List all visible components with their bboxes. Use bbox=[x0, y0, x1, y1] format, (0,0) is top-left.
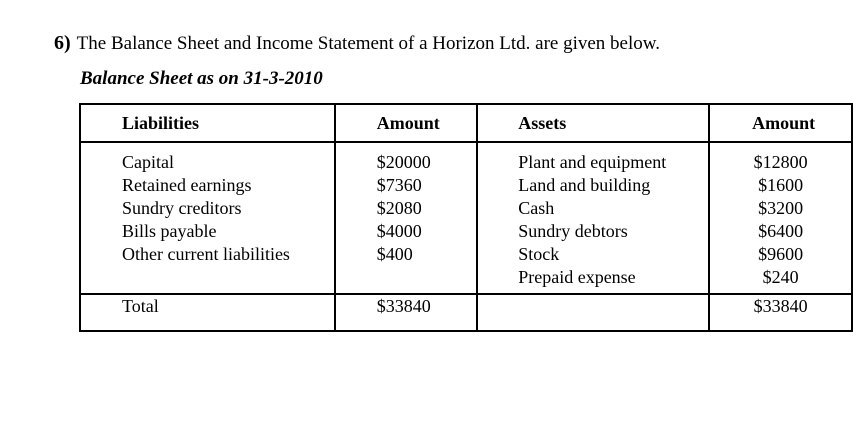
asset-amount: $12800 bbox=[753, 152, 808, 172]
asset-name: Stock bbox=[518, 244, 560, 264]
balance-sheet-table bbox=[79, 103, 853, 332]
header-assets-amount: Amount bbox=[709, 104, 852, 142]
liability-name: Other current liabilities bbox=[122, 244, 290, 264]
liability-name: Capital bbox=[122, 152, 174, 172]
header-assets: Assets bbox=[477, 104, 709, 142]
asset-name: Prepaid expense bbox=[518, 267, 636, 287]
asset-name: Plant and equipment bbox=[518, 152, 667, 172]
table-header-row bbox=[80, 104, 852, 142]
assets-names-cell bbox=[477, 142, 709, 294]
asset-name: Sundry debtors bbox=[518, 221, 628, 241]
asset-amount: $1600 bbox=[758, 175, 804, 195]
liability-name: Retained earnings bbox=[122, 175, 252, 195]
liabilities-amounts-cell bbox=[335, 142, 477, 294]
balance-sheet-heading: Balance Sheet as on 31-3-2010 bbox=[80, 68, 323, 89]
liability-amount: $4000 bbox=[376, 221, 422, 241]
liability-amount: $20000 bbox=[376, 152, 431, 172]
asset-amount: $240 bbox=[762, 267, 799, 287]
asset-name: Cash bbox=[518, 198, 555, 218]
total-assets-amount: $33840 bbox=[709, 294, 852, 331]
liabilities-names-cell bbox=[80, 142, 335, 294]
table-body-row bbox=[80, 142, 852, 294]
liability-amount: $400 bbox=[376, 244, 413, 264]
question-text: The Balance Sheet and Income Statement of a Horizon Ltd. are given below. bbox=[76, 33, 661, 54]
question-number: 6) bbox=[54, 32, 71, 54]
asset-amount: $6400 bbox=[758, 221, 804, 241]
assets-amounts-cell bbox=[709, 142, 852, 294]
question-line bbox=[54, 32, 660, 55]
total-label: Total bbox=[80, 294, 335, 331]
header-liabilities: Liabilities bbox=[80, 104, 335, 142]
asset-amount: $9600 bbox=[758, 244, 804, 264]
liability-name: Sundry creditors bbox=[122, 198, 242, 218]
liability-name: Bills payable bbox=[122, 221, 217, 241]
asset-name: Land and building bbox=[518, 175, 651, 195]
table-total-row bbox=[80, 294, 852, 331]
asset-amount: $3200 bbox=[758, 198, 804, 218]
header-liabilities-amount: Amount bbox=[335, 104, 477, 142]
liability-amount: $7360 bbox=[376, 175, 422, 195]
liability-amount: $2080 bbox=[376, 198, 422, 218]
total-liabilities-amount: $33840 bbox=[335, 294, 477, 331]
total-assets-label bbox=[477, 294, 709, 331]
